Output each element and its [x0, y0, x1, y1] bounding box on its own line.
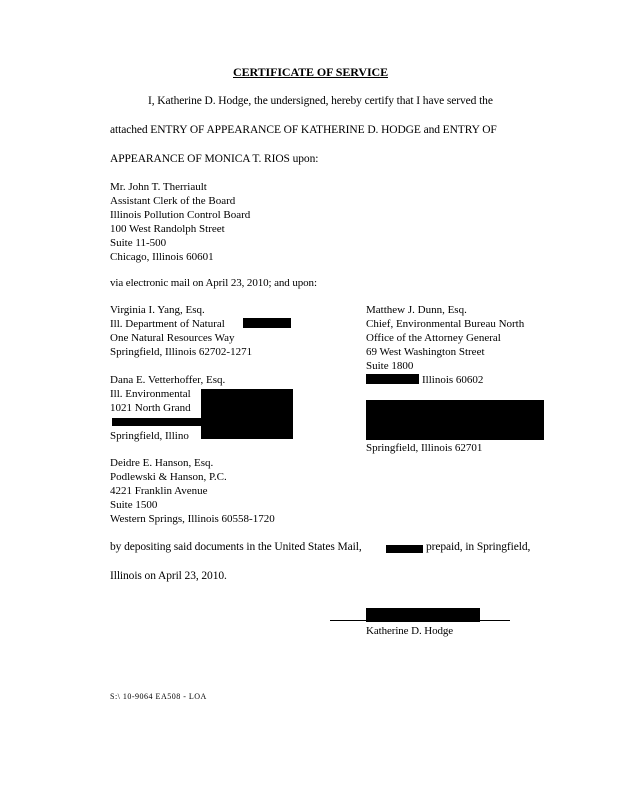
redaction-block	[112, 418, 202, 426]
redaction-block	[386, 545, 423, 553]
address-line: Deidre E. Hanson, Esq.	[110, 457, 214, 469]
redaction-block	[366, 400, 544, 440]
recipient-left-1	[110, 303, 252, 359]
address-line: Chicago, Illinois 60601	[110, 251, 214, 263]
address-line: Springfield, Illinois 62701	[366, 442, 483, 454]
recipient-left-3	[110, 456, 275, 526]
address-line: Suite 1800	[366, 360, 414, 372]
address-line: Western Springs, Illinois 60558-1720	[110, 513, 275, 525]
redaction-block	[243, 318, 291, 328]
redaction-block	[201, 389, 293, 439]
address-line: Podlewski & Hanson, P.C.	[110, 471, 227, 483]
address-line: Springfield, Illinois 62702-1271	[110, 346, 253, 358]
address-line: Illinois 60602	[422, 374, 484, 386]
address-line: Springfield, Illino	[110, 430, 189, 442]
address-line: Virginia I. Yang, Esq.	[110, 304, 205, 316]
address-line: Ill. Environmental	[110, 388, 191, 400]
address-line: 69 West Washington Street	[366, 346, 485, 358]
closing-line-1-end: prepaid, in Springfield,	[426, 541, 531, 553]
intro-line-1: I, Katherine D. Hodge, the undersigned, hereby certify that I have served the	[148, 95, 493, 107]
recipient-right-2	[366, 441, 482, 455]
primary-recipient-address	[110, 180, 250, 264]
address-line: One Natural Resources Way	[110, 332, 235, 344]
address-line: Suite 11-500	[110, 237, 167, 249]
address-line: Illinois Pollution Control Board	[110, 209, 251, 221]
document-title: CERTIFICATE OF SERVICE	[233, 65, 388, 79]
intro-line-2: attached ENTRY OF APPEARANCE OF KATHERINE D. HODGE and ENTRY OF	[110, 124, 497, 136]
closing-line-2: Illinois on April 23, 2010.	[110, 570, 227, 582]
address-line: Dana E. Vetterhoffer, Esq.	[110, 374, 226, 386]
address-line: Assistant Clerk of the Board	[110, 195, 236, 207]
address-line: 100 West Randolph Street	[110, 223, 225, 235]
address-line: Office of the Attorney General	[366, 332, 501, 344]
closing-line-1: by depositing said documents in the United States Mail,	[110, 541, 362, 553]
via-line: via electronic mail on April 23, 2010; and upon:	[110, 277, 317, 289]
address-line: 4221 Franklin Avenue	[110, 485, 208, 497]
address-line: Matthew J. Dunn, Esq.	[366, 304, 467, 316]
redaction-block	[366, 374, 419, 384]
signature-redaction	[366, 608, 480, 622]
address-line: 1021 North Grand	[110, 402, 191, 414]
signatory-name: Katherine D. Hodge	[366, 625, 454, 637]
intro-line-3: APPEARANCE OF MONICA T. RIOS upon:	[110, 153, 319, 165]
address-line: Ill. Department of Natural	[110, 318, 225, 330]
address-line: Chief, Environmental Bureau North	[366, 318, 525, 330]
address-line: Mr. John T. Therriault	[110, 181, 207, 193]
address-line: Suite 1500	[110, 499, 158, 511]
footer-file-reference: S:\ 10-9064 EA508 - LOA	[110, 692, 207, 701]
